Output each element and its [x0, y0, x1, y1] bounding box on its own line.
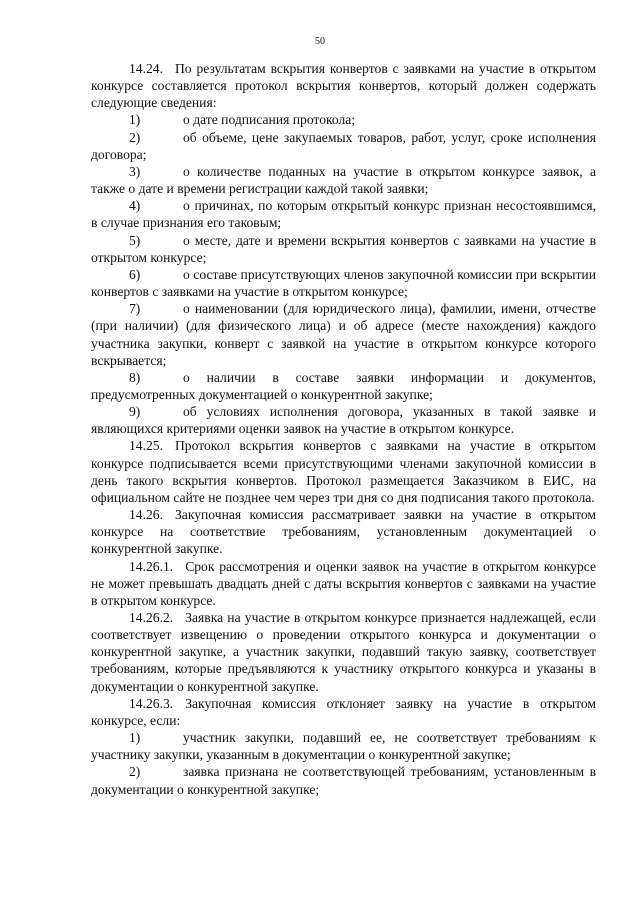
paragraph-number: 14.26.2.	[129, 610, 174, 625]
list-item	[91, 369, 596, 403]
list-item-text: о составе присутствующих членов закупочной комиссии при вскрытии конвертов с заявками на участие в открытом конкурсе;	[91, 266, 596, 300]
list-item-text: о наименовании (для юридического лица), фамилии, имени, отчестве (при наличии) (для физического лица) и об адресе (месте нахождения) каждого участника закупки, конверт с заявкой на участие в открытом конкурсе которого вскрывается;	[91, 301, 596, 368]
paragraph-number: 14.26.1.	[129, 558, 174, 574]
list-item-text: о наличии в составе заявки информации и документов, предусмотренных документацией о конкурентной закупке;	[91, 369, 596, 402]
list-item-text: о дате подписания протокола;	[183, 112, 356, 128]
list-item-number: 2)	[129, 764, 141, 780]
list-item	[91, 111, 596, 128]
list-item	[91, 763, 596, 797]
list-item-text: об условиях исполнения договора, указанных в такой заявке и являющихся критериями оценки заявок на участие в открытом конкурсе.	[91, 404, 596, 437]
paragraph-text: Закупочная комиссия рассматривает заявки на участие в открытом конкурсе на соответствие требованиям, установленным документацией о конкурентной закупке.	[91, 507, 596, 557]
paragraph-number: 14.26.3.	[129, 695, 174, 711]
list-item-number: 3)	[129, 163, 141, 179]
paragraph-14-26-2	[91, 609, 596, 695]
list-item-number: 4)	[129, 198, 141, 214]
paragraph-text: Заявка на участие в открытом конкурсе признается надлежащей, если соответствует извещению о проведении открытого конкурса и документации о конкурентной закупке, а участник закупки, подавший такую заявку, соответствует требованиям, которые предъявляются к участнику открытого конкурса и указаны в документации о конкурентной закупке.	[91, 610, 596, 694]
list-item-text: участник закупки, подавший ее, не соответствует требованиям к участнику закупки, указанным в документации о конкурентной закупке;	[91, 730, 596, 763]
list-item-text: о причинах, по которым открытый конкурс признан несостоявшимся, в случае признания его таковым;	[91, 198, 596, 231]
list-item	[91, 197, 596, 231]
list-item	[91, 232, 596, 266]
list-item-text: заявка признана не соответствующей требованиям, установленным в документации о конкурентной закупке;	[91, 764, 596, 797]
list-item-number: 1)	[129, 730, 141, 746]
paragraph-text: Протокол вскрытия конвертов с заявками на участие в открытом конкурсе подписывается всеми присутствующими членами закупочной комиссии в день такого вскрытия конвертов. Протокол размещается Заказчиком в ЕИС, на официальном сайте не позднее чем через три дня со дня подписания такого протокола.	[91, 438, 596, 505]
paragraph-14-25	[91, 437, 596, 506]
list-item-text: о месте, дате и времени вскрытия конвертов с заявками на участие в открытом конкурсе;	[91, 232, 596, 265]
paragraph-text: По результатам вскрытия конвертов с заявками на участие в открытом конкурсе составляется протокол вскрытия конвертов, который должен содержать следующие сведения:	[91, 61, 596, 111]
paragraph-number: 14.26.	[129, 507, 163, 523]
paragraph-number: 14.24.	[129, 61, 163, 76]
list-item-number: 5)	[129, 232, 141, 248]
page-number: 50	[315, 36, 325, 47]
list-item	[91, 266, 596, 300]
paragraph-14-26-3	[91, 695, 596, 729]
list-item-number: 6)	[129, 266, 141, 282]
list-item-number: 2)	[129, 129, 141, 145]
document-body	[91, 60, 596, 798]
list-item-number: 9)	[129, 404, 141, 420]
list-item-text: о количестве поданных на участие в открытом конкурсе заявок, а также о дате и времени регистрации каждой такой заявки;	[91, 163, 596, 197]
paragraph-14-24	[91, 60, 596, 111]
paragraph-14-26-1	[91, 558, 596, 609]
list-item	[91, 129, 596, 163]
paragraph-14-26	[91, 506, 596, 557]
list-item-number: 1)	[129, 112, 141, 128]
list-item	[91, 300, 596, 369]
list-item-number: 7)	[129, 301, 141, 317]
list-item	[91, 729, 596, 763]
paragraph-text: Закупочная комиссия отклоняет заявку на участие в открытом конкурсе, если:	[91, 695, 596, 728]
list-item	[91, 403, 596, 437]
list-item	[91, 163, 596, 197]
paragraph-text: Срок рассмотрения и оценки заявок на участие в открытом конкурсе не может превышать двадцать дней с даты вскрытия конвертов с заявками на участие в открытом конкурсе.	[91, 558, 596, 608]
list-item-text: об объеме, цене закупаемых товаров, работ, услуг, сроке исполнения договора;	[91, 129, 596, 162]
paragraph-number: 14.25.	[129, 438, 163, 454]
list-item-number: 8)	[129, 369, 141, 385]
